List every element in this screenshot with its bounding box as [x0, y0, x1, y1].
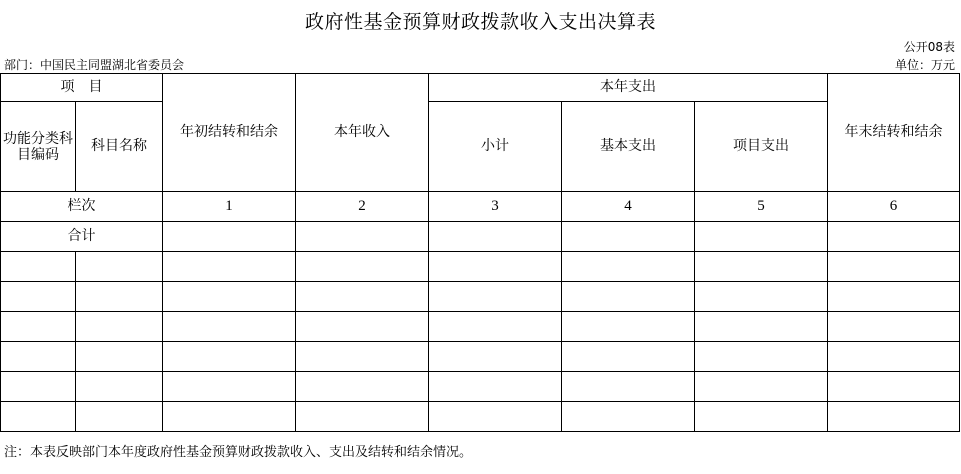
table-cell — [1, 252, 76, 282]
table-cell — [695, 342, 828, 372]
table-cell — [1, 282, 76, 312]
table-cell — [429, 252, 562, 282]
table-cell — [828, 222, 960, 252]
table-cell — [828, 252, 960, 282]
header-func-code: 功能分类科目编码 — [1, 102, 76, 192]
table-cell — [296, 282, 429, 312]
column-number: 5 — [695, 192, 828, 222]
table-cell — [562, 312, 695, 342]
table-cell — [429, 372, 562, 402]
column-number: 2 — [296, 192, 429, 222]
table-row — [1, 342, 960, 372]
table-cell — [562, 342, 695, 372]
table-cell — [296, 402, 429, 432]
table-cell — [828, 282, 960, 312]
table-note: 注：本表反映部门本年度政府性基金预算财政拨款收入、支出及结转和结余情况。 — [4, 445, 473, 460]
table-cell — [562, 402, 695, 432]
table-cell — [562, 252, 695, 282]
total-row — [1, 222, 960, 252]
table-cell — [163, 222, 296, 252]
table-cell — [76, 402, 163, 432]
table-cell — [828, 312, 960, 342]
table-cell — [695, 372, 828, 402]
table-cell — [296, 252, 429, 282]
table-cell — [163, 342, 296, 372]
header-subtotal: 小计 — [429, 102, 562, 192]
form-number: 公开08表 — [903, 40, 955, 54]
table-cell — [76, 282, 163, 312]
table-cell — [562, 222, 695, 252]
table-cell — [429, 312, 562, 342]
report-title: 政府性基金预算财政拨款收入支出决算表 — [304, 11, 656, 33]
table-cell — [1, 402, 76, 432]
total-row-label: 合计 — [1, 222, 163, 252]
table-cell — [163, 282, 296, 312]
table-cell — [1, 372, 76, 402]
table-cell — [76, 372, 163, 402]
table-row — [1, 282, 960, 312]
table-cell — [296, 342, 429, 372]
column-number: 6 — [828, 192, 960, 222]
table-cell — [828, 402, 960, 432]
column-number-row — [1, 192, 960, 222]
header-begin-balance: 年初结转和结余 — [163, 74, 296, 192]
unit-label: 单位：万元 — [894, 58, 955, 72]
header-end-balance: 年末结转和结余 — [828, 74, 960, 192]
budget-table — [0, 73, 960, 432]
table-cell — [828, 342, 960, 372]
header-row-1 — [1, 74, 960, 102]
table-cell — [828, 372, 960, 402]
department-label: 部门：中国民主同盟湖北省委员会 — [4, 58, 185, 72]
table-cell — [695, 222, 828, 252]
table-cell — [429, 282, 562, 312]
table-cell — [296, 372, 429, 402]
table-cell — [1, 312, 76, 342]
table-cell — [562, 372, 695, 402]
table-cell — [163, 312, 296, 342]
table-cell — [562, 282, 695, 312]
table-cell — [76, 252, 163, 282]
header-income: 本年收入 — [296, 74, 429, 192]
table-cell — [695, 282, 828, 312]
table-cell — [163, 372, 296, 402]
table-cell — [1, 342, 76, 372]
table-cell — [695, 252, 828, 282]
header-item: 项 目 — [1, 74, 163, 102]
table-cell — [695, 312, 828, 342]
header-row-2 — [1, 102, 960, 132]
table-cell — [429, 402, 562, 432]
table-cell — [296, 312, 429, 342]
table-cell — [429, 222, 562, 252]
table-cell — [76, 342, 163, 372]
table-cell — [76, 312, 163, 342]
table-cell — [163, 402, 296, 432]
table-row — [1, 252, 960, 282]
table-row — [1, 312, 960, 342]
column-number: 3 — [429, 192, 562, 222]
column-number: 1 — [163, 192, 296, 222]
table-row — [1, 372, 960, 402]
table-cell — [695, 402, 828, 432]
header-project: 项目支出 — [695, 102, 828, 192]
header-subject-name: 科目名称 — [76, 102, 163, 192]
table-row — [1, 402, 960, 432]
table-cell — [296, 222, 429, 252]
header-expenditure: 本年支出 — [429, 74, 828, 102]
header-basic: 基本支出 — [562, 102, 695, 192]
table-cell — [163, 252, 296, 282]
column-row-label: 栏次 — [1, 192, 163, 222]
column-number: 4 — [562, 192, 695, 222]
table-cell — [429, 342, 562, 372]
